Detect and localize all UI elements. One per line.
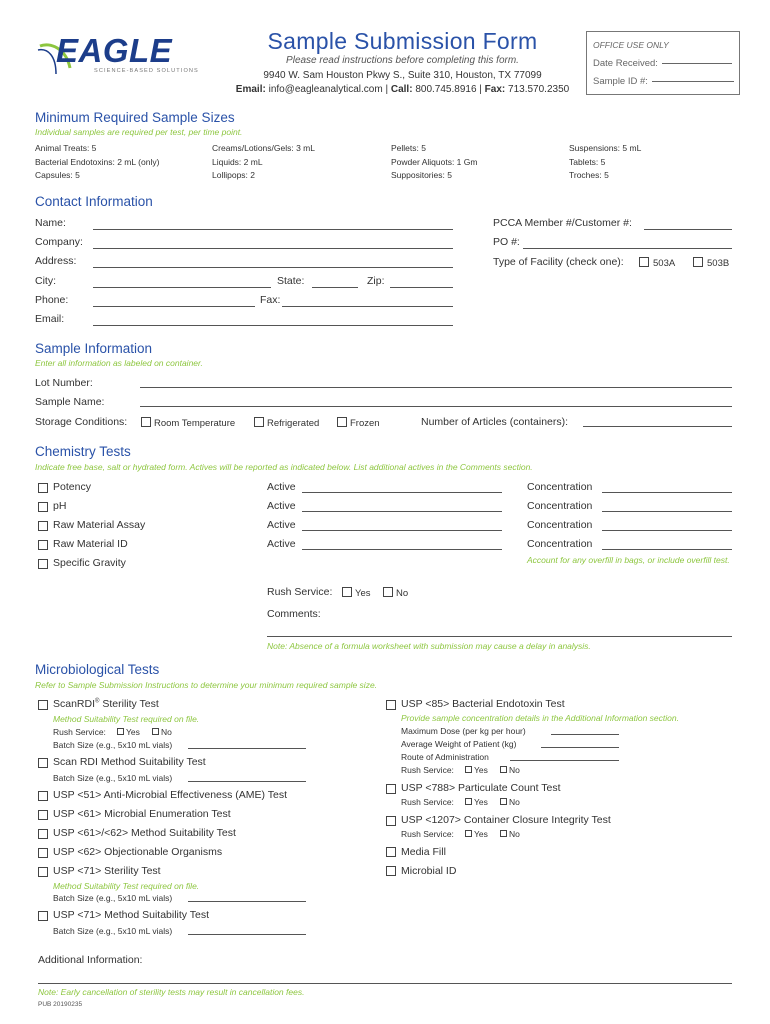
frozen-checkbox[interactable] — [337, 417, 347, 427]
footer-note: Note: Early cancellation of sterility tests may result in cancellation fees. — [38, 987, 305, 997]
articles-label: Number of Articles (containers): — [421, 416, 569, 428]
usp1207-rush-yes-checkbox[interactable] — [465, 830, 472, 837]
lot-field[interactable] — [140, 387, 732, 388]
size-item: Suppositories: 5 — [391, 170, 452, 180]
scanrdi-batch-field[interactable] — [188, 748, 306, 749]
size-item: Animal Treats: 5 — [35, 143, 97, 153]
usp71-batch-label: Batch Size (e.g., 5x10 mL vials) — [53, 893, 173, 903]
usp1207-rush-label: Rush Service: — [401, 829, 454, 839]
concentration-label: Concentration — [527, 481, 593, 493]
avg-weight-field[interactable] — [541, 747, 619, 748]
office-heading: OFFICE USE ONLY — [593, 40, 669, 50]
phone-field[interactable] — [93, 306, 255, 307]
usp61-checkbox[interactable] — [38, 810, 48, 820]
raw-material-assay-label: Raw Material Assay — [53, 519, 146, 531]
min-sizes-heading: Minimum Required Sample Sizes — [35, 110, 235, 125]
facility-503a-label: 503A — [653, 258, 676, 269]
phone-label: Phone: — [35, 294, 69, 306]
microbial-id-checkbox[interactable] — [386, 866, 396, 876]
fax-value: 713.570.2350 — [508, 84, 570, 95]
email-field[interactable] — [93, 325, 453, 326]
usp71-method-checkbox[interactable] — [38, 911, 48, 921]
scanrdi-rush-yes-checkbox[interactable] — [117, 728, 124, 735]
active-label: Active — [267, 481, 296, 493]
specific-gravity-checkbox[interactable] — [38, 559, 48, 569]
zip-field[interactable] — [390, 287, 453, 288]
scanrdi-rush-no-checkbox[interactable] — [152, 728, 159, 735]
date-received-row — [593, 58, 732, 69]
chem-rush-no-label: No — [396, 588, 409, 599]
facility-label: Type of Facility (check one): — [493, 256, 624, 268]
ph-label: pH — [53, 500, 67, 512]
additional-info-field[interactable] — [38, 983, 732, 984]
scanrdi-name: ScanRDI — [53, 698, 96, 710]
usp85-rush-yes-checkbox[interactable] — [465, 766, 472, 773]
size-item: Liquids: 2 mL — [212, 156, 263, 167]
usp71-checkbox[interactable] — [38, 867, 48, 877]
contact-line: Email: info@eagleanalytical.com | Call: 800.745.8916 | Fax: 713.570.2350 — [235, 84, 570, 95]
pub-code: PUB 20190235 — [38, 1001, 83, 1008]
chem-rush-label: Rush Service: — [267, 586, 333, 598]
raw-material-assay-checkbox[interactable] — [38, 521, 48, 531]
size-item: Powder Aliquots: 1 Gm — [391, 156, 478, 167]
name-field[interactable] — [93, 229, 453, 230]
usp51-checkbox[interactable] — [38, 791, 48, 801]
fax-field[interactable] — [282, 306, 453, 307]
usp71-batch-field[interactable] — [188, 901, 306, 902]
zip-label: Zip: — [367, 275, 385, 287]
facility-503b-label: 503B — [707, 258, 730, 269]
usp788-rush-yes-label: Yes — [474, 797, 488, 807]
scanrdi-rush-label: Rush Service: — [53, 727, 106, 737]
phone-value: 800.745.8916 — [415, 84, 477, 95]
min-sizes-col2 — [212, 142, 315, 183]
route-label: Route of Administration — [401, 752, 489, 762]
usp85-label: USP <85> Bacterial Endotoxin Test — [401, 698, 565, 710]
overfill-note: Account for any overfill in bags, or include overfill test. — [527, 555, 730, 565]
pcca-field[interactable] — [644, 229, 732, 230]
raw-material-id-checkbox[interactable] — [38, 540, 48, 550]
additional-info-label: Additional Information: — [38, 954, 143, 966]
usp788-label: USP <788> Particulate Count Test — [401, 782, 561, 794]
chem-note: Indicate free base, salt or hydrated form. Actives will be reported as indicated below. List additional actives in the Comments section. — [35, 462, 533, 472]
comments-label: Comments: — [267, 608, 321, 620]
micro-heading: Microbiological Tests — [35, 662, 160, 677]
route-field[interactable] — [510, 760, 619, 761]
size-item: Creams/Lotions/Gels: 3 mL — [212, 143, 315, 153]
usp1207-rush-yes-label: Yes — [474, 829, 488, 839]
concentration-field[interactable] — [602, 511, 732, 512]
address-label: Address: — [35, 255, 77, 267]
storage-label: Storage Conditions: — [35, 416, 128, 428]
usp71-label: USP <71> Sterility Test — [53, 865, 161, 877]
po-label: PO #: — [493, 236, 520, 248]
city-label: City: — [35, 275, 56, 287]
page-title: Sample Submission Form — [267, 28, 538, 54]
scanrdi-rush-yes-label: Yes — [126, 727, 140, 737]
refrigerated-label: Refrigerated — [267, 418, 320, 429]
concentration-label: Concentration — [527, 500, 593, 512]
sample-name-field[interactable] — [140, 406, 732, 407]
usp85-note: Provide sample concentration details in the Additional Information section. — [401, 713, 679, 723]
size-item: Troches: 5 — [569, 170, 609, 180]
pcca-label: PCCA Member #/Customer #: — [493, 217, 632, 229]
date-received-label: Date Received: — [593, 58, 658, 69]
active-field[interactable] — [302, 492, 502, 493]
scan-method-label: Scan RDI Method Suitability Test — [53, 756, 206, 768]
usp85-rush-no-checkbox[interactable] — [500, 766, 507, 773]
potency-checkbox[interactable] — [38, 483, 48, 493]
usp1207-checkbox[interactable] — [386, 816, 396, 826]
concentration-label: Concentration — [527, 538, 593, 550]
scanrdi-method-note: Method Suitability Test required on file. — [53, 714, 200, 724]
microbial-id-label: Microbial ID — [401, 865, 457, 877]
room-temp-label: Room Temperature — [154, 418, 236, 429]
size-item: Bacterial Endotoxins: 2 mL (only) — [35, 156, 160, 167]
scanrdi-checkbox[interactable] — [38, 700, 48, 710]
size-item: Lollipops: 2 — [212, 170, 256, 180]
address-field[interactable] — [93, 267, 453, 268]
active-field[interactable] — [302, 549, 502, 550]
po-field[interactable] — [523, 248, 732, 249]
scanrdi-test-text: Sterility Test — [99, 698, 159, 710]
logo-tagline: SCIENCE-BASED SOLUTIONS — [94, 68, 199, 74]
refrigerated-checkbox[interactable] — [254, 417, 264, 427]
usp71-method-note: Method Suitability Test required on file. — [53, 881, 200, 891]
fax-label: Fax: — [260, 294, 281, 306]
sample-id-field[interactable] — [652, 81, 734, 82]
min-sizes-col3 — [391, 142, 477, 183]
usp62-checkbox[interactable] — [38, 848, 48, 858]
usp71-method-label: USP <71> Method Suitability Test — [53, 909, 210, 921]
fax-label: Fax: — [484, 84, 506, 95]
size-item: Suspensions: 5 mL — [569, 143, 642, 153]
usp788-rush-yes-checkbox[interactable] — [465, 798, 472, 805]
usp85-rush-label: Rush Service: — [401, 765, 454, 775]
ph-checkbox[interactable] — [38, 502, 48, 512]
scanrdi-batch-label: Batch Size (e.g., 5x10 mL vials) — [53, 740, 173, 750]
max-dose-label: Maximum Dose (per kg per hour) — [401, 726, 526, 736]
max-dose-field[interactable] — [551, 734, 619, 735]
usp85-rush-yes-label: Yes — [474, 765, 488, 775]
email-label-contact: Email: — [35, 313, 65, 325]
media-fill-label: Media Fill — [401, 846, 446, 858]
lot-label: Lot Number: — [35, 377, 93, 389]
city-field[interactable] — [93, 287, 271, 288]
min-sizes-col1 — [35, 142, 159, 183]
contact-heading: Contact Information — [35, 194, 153, 209]
scan-method-batch-label: Batch Size (e.g., 5x10 mL vials) — [53, 773, 173, 783]
usp788-rush-no-checkbox[interactable] — [500, 798, 507, 805]
date-received-field[interactable] — [662, 63, 732, 64]
chem-heading: Chemistry Tests — [35, 444, 131, 459]
sample-id-label: Sample ID #: — [593, 76, 648, 87]
frozen-label: Frozen — [350, 418, 380, 429]
company-field[interactable] — [93, 248, 453, 249]
instructions-text: Please read instructions before completing this form. — [286, 55, 519, 66]
scanrdi-label — [53, 698, 159, 710]
scan-method-batch-field[interactable] — [188, 781, 306, 782]
usp1207-rush-no-checkbox[interactable] — [500, 830, 507, 837]
raw-material-id-label: Raw Material ID — [53, 538, 128, 550]
usp71-method-batch-field[interactable] — [188, 934, 306, 935]
size-item: Pellets: 5 — [391, 143, 426, 153]
size-item: Tablets: 5 — [569, 156, 606, 167]
active-label: Active — [267, 538, 296, 550]
concentration-label: Concentration — [527, 519, 593, 531]
usp85-checkbox[interactable] — [386, 700, 396, 710]
address-text: 9940 W. Sam Houston Pkwy S., Suite 310, Houston, TX 77099 — [263, 70, 542, 81]
name-label: Name: — [35, 217, 66, 229]
chem-rush-no-checkbox[interactable] — [383, 587, 393, 597]
usp788-checkbox[interactable] — [386, 784, 396, 794]
usp1207-label: USP <1207> Container Closure Integrity Test — [401, 814, 611, 826]
comments-field[interactable] — [267, 636, 732, 637]
office-use-box — [586, 31, 740, 95]
usp6162-label: USP <61>/<62> Method Suitability Test — [53, 827, 236, 839]
room-temp-checkbox[interactable] — [141, 417, 151, 427]
potency-label: Potency — [53, 481, 91, 493]
usp788-rush-label: Rush Service: — [401, 797, 454, 807]
usp61-label: USP <61> Microbial Enumeration Test — [53, 808, 231, 820]
concentration-field[interactable] — [602, 530, 732, 531]
eagle-logo — [36, 32, 199, 82]
state-label: State: — [277, 275, 305, 287]
specific-gravity-label: Specific Gravity — [53, 557, 126, 569]
state-field[interactable] — [312, 287, 358, 288]
usp1207-rush-no-label: No — [509, 829, 520, 839]
articles-field[interactable] — [583, 426, 732, 427]
active-field[interactable] — [302, 511, 502, 512]
company-label: Company: — [35, 236, 83, 248]
sample-id-row — [593, 76, 734, 87]
call-label: Call: — [390, 84, 413, 95]
logo-wordmark: EAGLE — [56, 32, 173, 69]
usp62-label: USP <62> Objectionable Organisms — [53, 846, 223, 858]
usp71-method-batch-label: Batch Size (e.g., 5x10 mL vials) — [53, 926, 173, 936]
scan-method-checkbox[interactable] — [38, 758, 48, 768]
media-fill-checkbox[interactable] — [386, 847, 396, 857]
sample-info-note: Enter all information as labeled on container. — [35, 358, 203, 368]
concentration-field[interactable] — [602, 549, 732, 550]
usp6162-checkbox[interactable] — [38, 829, 48, 839]
facility-503b-checkbox[interactable] — [693, 257, 703, 267]
active-label: Active — [267, 500, 296, 512]
active-label: Active — [267, 519, 296, 531]
sample-name-label: Sample Name: — [35, 396, 105, 408]
email-value[interactable]: info@eagleanalytical.com — [268, 84, 383, 95]
min-sizes-col4 — [569, 142, 641, 183]
usp788-rush-no-label: No — [509, 797, 520, 807]
chem-rush-yes-checkbox[interactable] — [342, 587, 352, 597]
registered-mark: ® — [95, 698, 100, 705]
sample-info-heading: Sample Information — [35, 341, 153, 356]
usp85-rush-no-label: No — [509, 765, 520, 775]
email-label: Email: — [235, 84, 266, 95]
facility-503a-checkbox[interactable] — [639, 257, 649, 267]
scanrdi-rush-no-label: No — [161, 727, 172, 737]
comments-note: Note: Absence of a formula worksheet with submission may cause a delay in analysis. — [267, 641, 591, 651]
concentration-field[interactable] — [602, 492, 732, 493]
avg-weight-label: Average Weight of Patient (kg) — [401, 739, 517, 749]
usp51-label: USP <51> Anti-Microbial Effectiveness (AME) Test — [53, 789, 288, 801]
chem-rush-yes-label: Yes — [355, 588, 371, 599]
size-item: Capsules: 5 — [35, 170, 80, 180]
min-sizes-note: Individual samples are required per test, per time point. — [35, 127, 243, 137]
micro-note: Refer to Sample Submission Instructions to determine your minimum required sample size. — [35, 680, 378, 690]
active-field[interactable] — [302, 530, 502, 531]
